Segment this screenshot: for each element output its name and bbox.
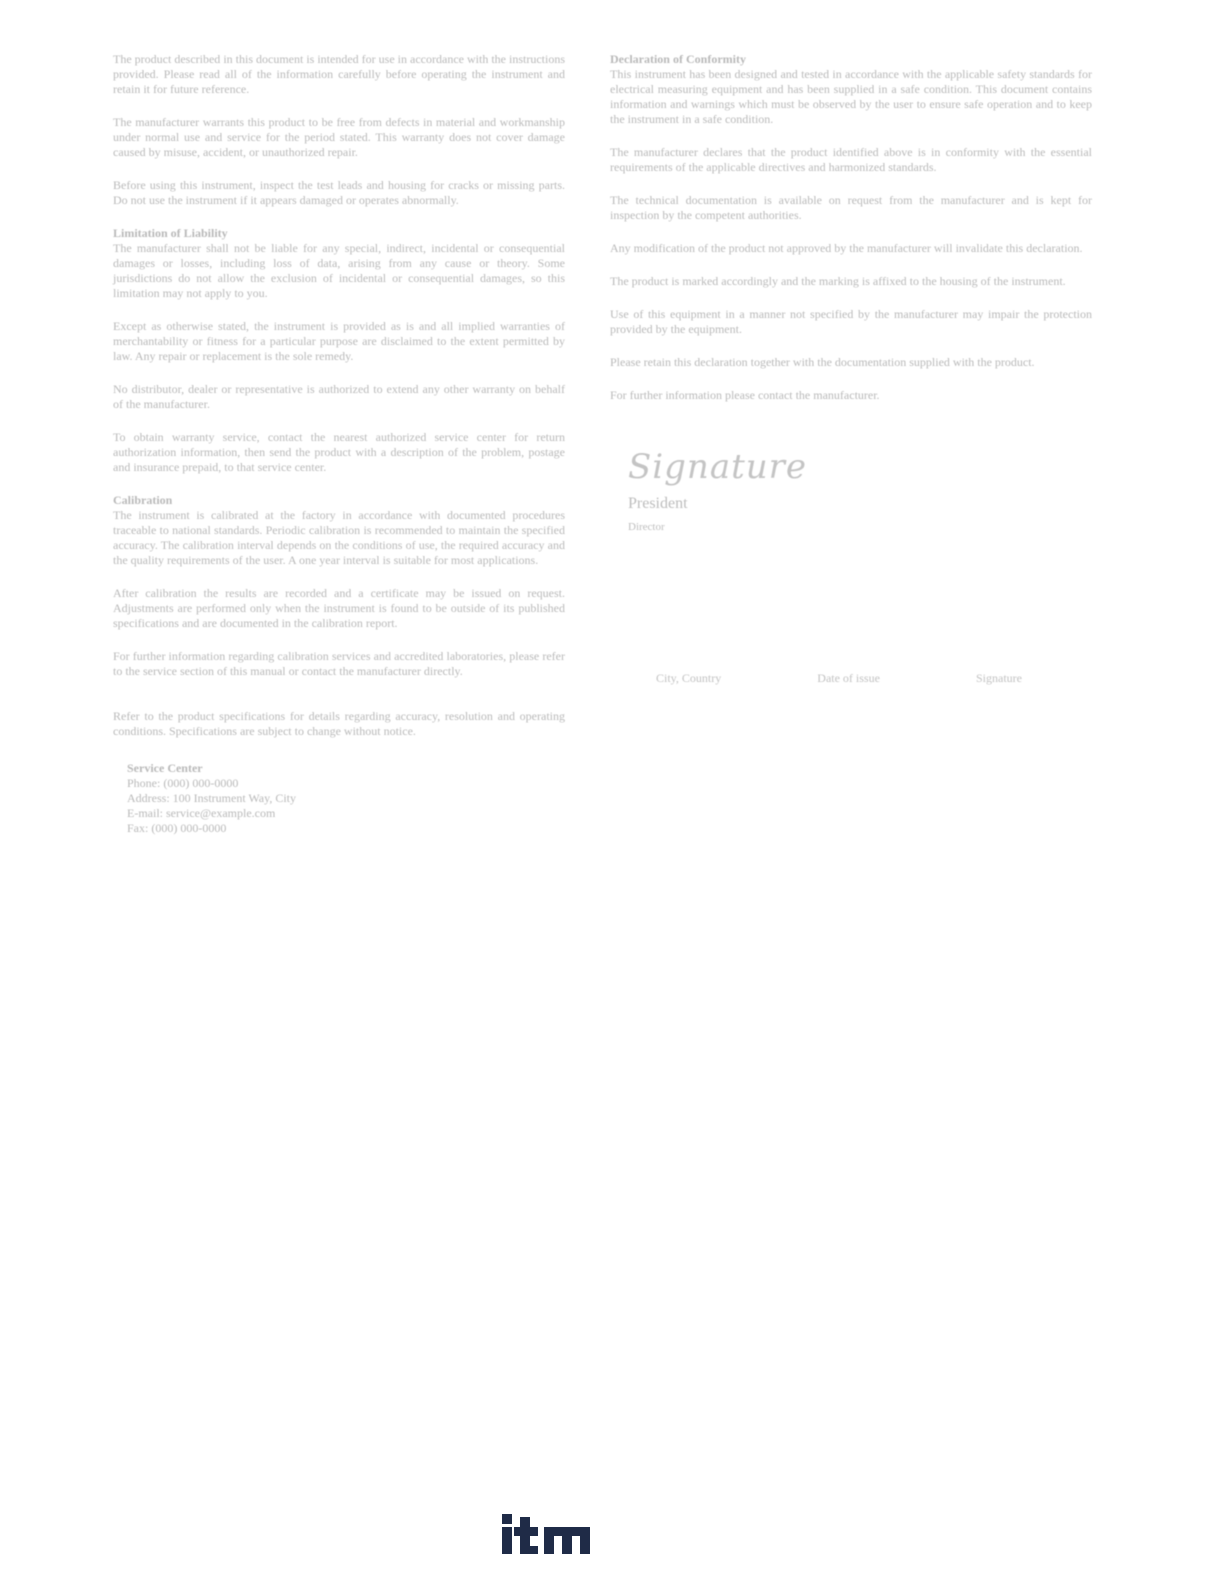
- signature-box: [646, 590, 1032, 688]
- left-paragraph-3: Before using this instrument, inspect the test leads and housing for cracks or missing parts. Do not use the instrument if it appears damaged or operates abnormally.: [113, 178, 565, 207]
- liability-paragraph-3: No distributor, dealer or representative is authorized to extend any other warranty on behalf of the manufacturer.: [113, 382, 565, 411]
- right-paragraph-4: Any modification of the product not approved by the manufacturer will invalidate this declaration.: [610, 241, 1083, 255]
- declaration-heading: Declaration of Conformity: [610, 52, 746, 66]
- left-paragraph-1: The product described in this document is intended for use in accordance with the instructions provided. Please read all of the information carefully before operating the instrument and retain it for future reference.: [113, 52, 565, 96]
- right-column: [610, 52, 1092, 688]
- right-paragraph-7: Please retain this declaration together with the documentation supplied with the product.: [610, 355, 1035, 369]
- section-heading-liability: Limitation of Liability: [113, 226, 228, 240]
- box-date: Date of issue: [817, 671, 880, 686]
- left-paragraph-2: The manufacturer warrants this product to be free from defects in material and workmanship under normal use and service for the period stated. This warranty does not cover damage caused by misuse, accident, or unauthorized repair.: [113, 115, 565, 159]
- signature-box-footer: [656, 671, 1022, 686]
- contact-line: Service Center: [127, 761, 203, 775]
- section-heading-calibration: Calibration: [113, 493, 173, 507]
- contact-line: Address: 100 Instrument Way, City: [127, 791, 297, 805]
- signature-block: [628, 447, 1092, 534]
- box-signature-label: Signature: [975, 671, 1022, 686]
- calibration-paragraph-2: After calibration the results are recorded and a certificate may be issued on request. Adjustments are performed only when the instrument is found to be outside of its published specifications and are documented in the calibration report.: [113, 586, 565, 630]
- calibration-paragraph-1: The instrument is calibrated at the factory in accordance with documented procedures traceable to national standards. Periodic calibration is recommended to maintain the specified accuracy. The calibration interval depends on the conditions of use, the required accuracy and the quality requirements of the user. A one year interval is suitable for most applications.: [113, 508, 565, 567]
- right-paragraph-1: This instrument has been designed and tested in accordance with the applicable safety standards for electrical measuring equipment and has been supplied in a safe condition. This document contains information and warnings which must be observed by the user to ensure safe operation and to keep the instrument in a safe condition.: [610, 67, 1092, 126]
- calibration-paragraph-3: For further information regarding calibration services and accredited laboratories, please refer to the service section of this manual or contact the manufacturer directly.: [113, 649, 565, 678]
- signer-role: Director: [628, 520, 665, 533]
- contact-line: Phone: (000) 000-0000: [127, 776, 239, 790]
- liability-paragraph-2: Except as otherwise stated, the instrument is provided as is and all implied warranties of merchantability or fitness for a particular purpose are disclaimed to the extent permitted by law. Any repair or replacement is the sole remedy.: [113, 319, 565, 363]
- left-column: [113, 52, 565, 836]
- itm-logo: [500, 1512, 592, 1556]
- right-paragraph-6: Use of this equipment in a manner not specified by the manufacturer may impair the protection provided by the equipment.: [610, 307, 1092, 336]
- signer-title: President: [628, 494, 688, 512]
- liability-paragraph-1: The manufacturer shall not be liable for any special, indirect, incidental or consequential damages or losses, including loss of data, arising from any cause or theory. Some jurisdictions do not allow the exclusion of incidental or consequential damages, so this limitation may not apply to you.: [113, 241, 565, 300]
- signature: Signature: [628, 447, 808, 487]
- right-paragraph-2: The manufacturer declares that the product identified above is in conformity with the essential requirements of the applicable directives and harmonized standards.: [610, 145, 1092, 174]
- contact-line: Fax: (000) 000-0000: [127, 821, 227, 835]
- right-paragraph-5: The product is marked accordingly and the marking is affixed to the housing of the instrument.: [610, 274, 1066, 288]
- calibration-closing: Refer to the product specifications for details regarding accuracy, resolution and operating conditions. Specifications are subject to change without notice.: [113, 709, 565, 738]
- liability-paragraph-4: To obtain warranty service, contact the nearest authorized service center for return authorization information, then send the product with a description of the problem, postage and insurance prepaid, to that service center.: [113, 430, 565, 474]
- right-paragraph-3: The technical documentation is available on request from the manufacturer and is kept for inspection by the competent authorities.: [610, 193, 1092, 222]
- contact-block: [127, 761, 565, 836]
- right-paragraph-8: For further information please contact the manufacturer.: [610, 388, 880, 402]
- box-place: City, Country: [656, 671, 722, 686]
- contact-line: E-mail: service@example.com: [127, 806, 276, 820]
